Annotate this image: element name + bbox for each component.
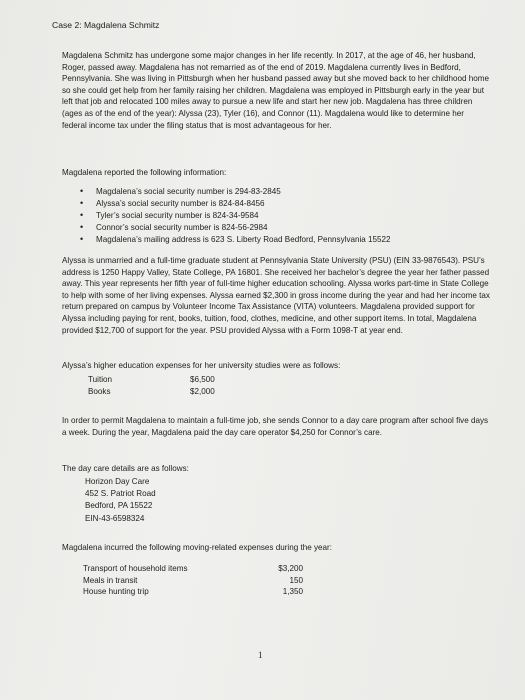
expense-item: Tuition	[88, 375, 112, 384]
expense-amount: $6,500	[190, 375, 215, 384]
moving-expenses-table	[83, 563, 303, 598]
education-intro: Alyssa’s higher education expenses for her university studies were as follows:	[62, 361, 341, 370]
list-item: • Tyler’s social security number is 824-34-9584	[80, 210, 259, 220]
expense-item: Meals in transit	[83, 575, 138, 585]
daycare-paragraph: In order to permit Magdalena to maintain a full-time job, she sends Connor to a day care program after school five days a week. During the year, Magdalena paid the day care operator $4,250 for Connor’s care.	[62, 416, 489, 437]
list-item: • Magdalena’s social security number is 294-83-2845	[80, 186, 281, 196]
table-row	[83, 586, 303, 598]
daycare-street: 452 S. Patriot Road	[85, 489, 156, 499]
bullet-icon: •	[80, 186, 84, 196]
expense-amount: 1,350	[282, 587, 303, 597]
alyssa-paragraph: Alyssa is unmarried and a full-time graduate student at Pennsylvania State University (PSU) (EIN 33-9876543). PSU’s address is 1250 Happy Valley, State College, PA 16801. She received her bachelor’s degree the year her father passed away. This year represents her fifth year of full-time higher education schooling. Alyssa works part-time in State College to help with some of her living expenses. Alyssa earned $2,300 in gross income during the year and had her income tax return prepared on campus by Volunteer Income Tax Assistance (VITA) volunteers. Magdalena provided support for Alyssa including paying for rent, books, tuition, food, clothes, medicine, and other support items. In total, Magdalena provided $12,700 of support for the year. PSU provided Alyssa with a Form 1098-T at year end.	[62, 256, 490, 335]
daycare-name: Horizon Day Care	[85, 477, 150, 486]
intro-paragraph: Magdalena Schmitz has undergone some major changes in her life recently. In 2017, at the age of 46, her husband, Roger, passed away. Magdalena has not remarried as of the end of 2019. Magdalena currently lives in Bedford, Pennsylvania. She was living in Pittsburgh when her husband passed away but she moved back to her childhood home so she could get help from her family raising her children. Magdalena was employed in Pittsburgh early in the year but left that job and relocated 100 miles away to pursue a new life and start her new job. Magdalena has three children (ages as of the end of the year): Alyssa (23), Tyler (16), and Connor (11). Magdalena would like to determine her federal income tax under the filing status that is most advantageous for her.	[62, 51, 489, 130]
moving-intro: Magdalena incurred the following moving-related expenses during the year:	[62, 543, 332, 552]
expense-item: Books	[88, 386, 111, 396]
bullet-icon: •	[80, 222, 84, 232]
table-row	[88, 374, 250, 386]
expense-amount: $3,200	[278, 564, 303, 573]
daycare-details	[85, 476, 385, 525]
expense-amount: 150	[289, 575, 303, 585]
list-item: • Magdalena’s mailing address is 623 S. Liberty Road Bedford, Pennsylvania 15522	[80, 234, 391, 244]
daycare-city: Bedford, PA 15522	[85, 501, 153, 511]
table-row	[83, 575, 303, 587]
education-expenses-table	[88, 374, 250, 397]
expense-item: Transport of household items	[83, 564, 188, 573]
bullet-icon: •	[80, 198, 84, 208]
bullet-icon: •	[80, 210, 84, 220]
table-row	[83, 563, 303, 575]
expense-amount: $2,000	[190, 386, 215, 396]
list-item: • Connor’s social security number is 824-56-2984	[80, 222, 268, 232]
table-row	[88, 386, 250, 398]
bullet-icon: •	[80, 234, 84, 244]
reported-info-list	[80, 186, 490, 246]
list-item: • Alyssa’s social security number is 824-84-8456	[80, 198, 265, 208]
expense-item: House hunting trip	[83, 587, 149, 597]
case-title: Case 2: Magdalena Schmitz	[52, 20, 160, 30]
reported-intro: Magdalena reported the following information:	[62, 168, 227, 177]
daycare-ein: EIN-43-6598324	[85, 513, 145, 523]
page-number: 1	[258, 650, 263, 660]
daycare-intro: The day care details are as follows:	[62, 464, 189, 473]
